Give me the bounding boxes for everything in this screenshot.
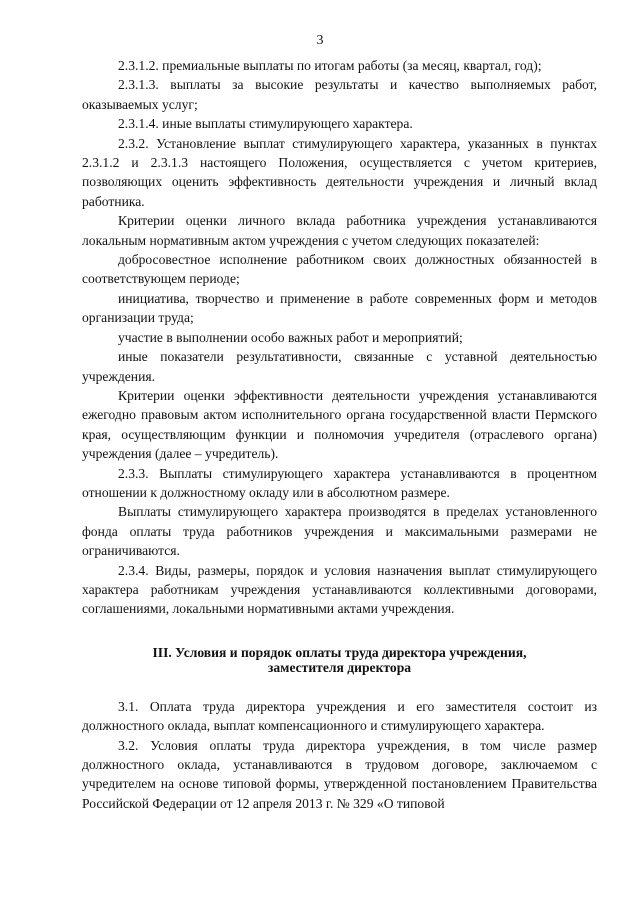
paragraph-2-3-2: 2.3.2. Установление выплат стимулирующего характера, указанных в пунктах 2.3.1.2 и 2.3.1.3 настоящего Положения, осуществляется с учетом критериев, позволяющих оценить эффективность деятельности учреждения и личный вклад работника.: [82, 135, 597, 209]
paragraph-3-1: 3.1. Оплата труда директора учреждения и его заместителя состоит из должностного оклада, выплат компенсационного и стимулирующего характера.: [82, 698, 597, 734]
paragraph-2-3-1-4: 2.3.1.4. иные выплаты стимулирующего характера.: [118, 116, 413, 132]
paragraph-criterion-initiative: инициатива, творчество и применение в работе современных форм и методов организации труда;: [82, 290, 597, 326]
paragraph-2-3-3: 2.3.3. Выплаты стимулирующего характера устанавливаются в процентном отношении к должностному окладу или в абсолютном размере.: [82, 465, 597, 500]
paragraph-criterion-participation: участие в выполнении особо важных работ и мероприятий;: [118, 329, 463, 345]
paragraph-criterion-diligence: добросовестное исполнение работником своих должностных обязанностей в соответствующем периоде;: [82, 252, 597, 287]
paragraph-criteria-personal: Критерии оценки личного вклада работника учреждения устанавливаются локальным нормативным актом учреждения с учетом следующих показателей:: [82, 213, 597, 248]
section-heading-line-1: III. Условия и порядок оплаты труда директора учреждения,: [152, 644, 527, 660]
paragraph-2-3-1-3: 2.3.1.3. выплаты за высокие результаты и качество выполняемых работ, оказываемых услуг;: [82, 77, 597, 112]
paragraph-2-3-1-2: 2.3.1.2. премиальные выплаты по итогам работы (за месяц, квартал, год);: [118, 58, 542, 73]
paragraph-2-3-4: 2.3.4. Виды, размеры, порядок и условия назначения выплат стимулирующего характера работникам учреждения устанавливаются коллективными договорами, соглашениями, локальными нормативными актами учреждения.: [82, 562, 597, 617]
page-number: 3: [316, 33, 324, 48]
paragraph-payments-limits: Выплаты стимулирующего характера производятся в пределах установленного фонда оплаты труда работников учреждения и максимальными размерами не ограничиваются.: [82, 504, 597, 559]
section-heading: [82, 645, 597, 675]
paragraph-criteria-efficiency: Критерии оценки эффективности деятельности учреждения устанавливаются ежегодно правовым актом исполнительного органа государственной власти Пермского края, осуществляющим функции и полномочия учредителя (отраслевого органа) учреждения (далее – учредитель).: [82, 387, 597, 462]
paragraph-3-2: 3.2. Условия оплаты труда директора учреждения, в том числе размер должностного оклада, устанавливаются в трудовом договоре, заключаемом с учредителем на основе типовой формы, утвержденной постановлением Правительства Российской Федерации от 12 апреля 2013 г. № 329 «О типовой: [82, 737, 597, 811]
section-heading-line-2: заместителя директора: [267, 659, 412, 675]
document-body: [82, 56, 597, 813]
paragraph-criterion-other: иные показатели результативности, связанные с уставной деятельностью учреждения.: [82, 349, 597, 384]
